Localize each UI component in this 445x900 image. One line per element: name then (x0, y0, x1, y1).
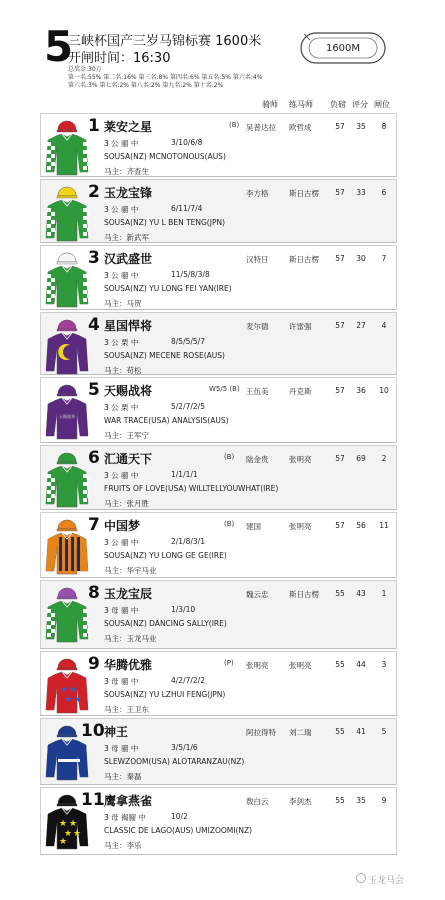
weight-value: 57 (335, 386, 345, 395)
pedigree: CLASSIC DE LAGO(AUS) UMIZOOMI(NZ) (104, 826, 253, 835)
col-jockey: 骑师 (262, 100, 278, 109)
post-time: 开闸时间：16:30 (68, 51, 171, 66)
entry-number: 9 (88, 654, 100, 674)
jockey-name: 麦尔德 (246, 322, 269, 331)
horse-info: 3 公 栗 中 (104, 403, 139, 412)
horse-name[interactable]: 玉龙宝锋 (104, 186, 153, 200)
jockey-silk-icon (44, 519, 90, 575)
weight-value: 55 (335, 796, 345, 805)
gear-note: (P) (224, 659, 234, 667)
wechat-icon (356, 873, 366, 883)
jockey-name: 阿拉得特 (246, 728, 276, 737)
gear-note: (B) (224, 453, 235, 461)
entry-card[interactable] (40, 445, 397, 510)
draw-value: 7 (381, 254, 387, 263)
svg-text:天赐战将: 天赐战将 (59, 414, 75, 419)
svg-text:★: ★ (69, 819, 78, 829)
pedigree: WAR TRACE(USA) ANALYSIS(AUS) (104, 416, 229, 425)
horse-info: 3 公 骝 中 (104, 271, 139, 280)
svg-text:★: ★ (73, 695, 82, 705)
rating-value: 43 (356, 589, 366, 598)
entry-card[interactable] (40, 718, 397, 785)
entry-number: 10 (81, 721, 105, 741)
horse-info: 3 公 栗 中 (104, 338, 139, 347)
race-title: 三峡杯国产三岁马锦标赛 1600米 (68, 34, 262, 49)
entry-number: 2 (88, 182, 100, 202)
pedigree: SOUSA(NZ) DANCING SALLY(IRE) (104, 619, 227, 628)
entry-card[interactable] (40, 113, 397, 177)
svg-text:★: ★ (64, 829, 73, 839)
jockey-silk-icon (44, 384, 90, 440)
rating-value: 44 (356, 660, 366, 669)
horse-info: 3 公 骝 中 (104, 205, 139, 214)
prize-row-1: 第一名:55% 第二名:16% 第三名:8% 第四名:6% 第五名:5% 第六名:4% (68, 74, 263, 81)
horse-info: 3 公 骝 中 (104, 538, 139, 547)
col-rating: 评分 (352, 100, 368, 109)
pedigree: SOUSA(NZ) MCNOTONOUS(AUS) (104, 152, 226, 161)
jockey-silk-icon (44, 186, 90, 242)
jockey-name: 魏云忠 (246, 590, 269, 599)
rating-value: 36 (356, 386, 366, 395)
horse-info: 3 母 骝 中 (104, 677, 139, 686)
trainer-name: 张明亮 (289, 455, 312, 464)
jockey-name: 汉特日 (246, 255, 269, 264)
jockey-name: 张明亮 (246, 661, 269, 670)
rating-value: 56 (356, 521, 366, 530)
trainer-name: 张明亮 (289, 522, 312, 531)
entry-card[interactable] (40, 651, 397, 716)
horse-name[interactable]: 华腾优雅 (104, 658, 153, 672)
jockey-silk-icon (44, 120, 90, 176)
horse-name[interactable]: 天赐战将 (104, 384, 153, 398)
entry-number: 6 (88, 448, 100, 468)
col-weight: 负磅 (330, 100, 346, 109)
entry-number: 3 (88, 248, 100, 268)
recent-form: 3/5/1/6 (171, 743, 198, 752)
horse-name[interactable]: 中国梦 (104, 519, 141, 533)
rating-value: 35 (356, 122, 366, 131)
recent-form: 3/10/6/8 (171, 138, 203, 147)
jockey-name: 吴普达拉 (246, 123, 276, 132)
draw-value: 1 (381, 589, 387, 598)
draw-value: 3 (381, 660, 387, 669)
col-draw: 闸位 (374, 100, 390, 109)
jockey-name: 陆金贵 (246, 455, 269, 464)
svg-text:★: ★ (60, 685, 69, 695)
weight-value: 57 (335, 122, 345, 131)
entry-number: 5 (88, 380, 100, 400)
entry-card[interactable] (40, 245, 397, 310)
entry-number: 7 (88, 515, 100, 535)
prize-row-2: 第六名:3% 第七名:2% 第八名:2% 第九名:2% 第十名:2% (68, 82, 224, 89)
draw-value: 10 (379, 386, 389, 395)
race-header (0, 0, 445, 120)
entry-card[interactable] (40, 512, 397, 578)
recent-form: 2/1/8/3/1 (171, 537, 205, 546)
owner-name: 马主：新武军 (104, 233, 149, 242)
entry-card[interactable] (40, 312, 397, 375)
weight-value: 55 (335, 727, 345, 736)
entry-number: 8 (88, 583, 100, 603)
recent-form: 5/2/7/2/5 (171, 402, 205, 411)
pedigree: SLEWZOOM(USA) ALOTARANZAU(NZ) (104, 757, 245, 766)
owner-name: 马主：齐查生 (104, 167, 149, 176)
race-number: 5 (44, 22, 74, 71)
draw-value: 11 (379, 521, 389, 530)
jockey-silk-icon (44, 252, 90, 308)
recent-form: 10/2 (171, 812, 188, 821)
watermark: 玉龙马会 (368, 876, 405, 886)
pedigree: SOUSA(NZ) YU LZHUI FENG(JPN) (104, 690, 226, 699)
svg-text:★: ★ (59, 837, 68, 847)
entry-card[interactable] (40, 377, 397, 443)
jockey-silk-icon (44, 452, 90, 508)
trainer-name: 刘二瑞 (289, 728, 312, 737)
rating-value: 33 (356, 188, 366, 197)
horse-name[interactable]: 鹰拿燕雀 (104, 794, 153, 808)
recent-form: 6/11/7/4 (171, 204, 203, 213)
jockey-name: 李方格 (246, 189, 269, 198)
draw-value: 2 (381, 454, 387, 463)
trainer-name: 张明亮 (289, 661, 312, 670)
weight-value: 55 (335, 589, 345, 598)
weight-value: 57 (335, 521, 345, 530)
svg-text:★: ★ (73, 829, 82, 839)
owner-name: 马主：王军宁 (104, 431, 149, 440)
gear-note: W5/5 (B) (209, 385, 240, 393)
jockey-name: 建国 (246, 522, 261, 531)
entry-number: 11 (81, 790, 105, 810)
recent-form: 11/5/8/3/8 (171, 270, 210, 279)
horse-name[interactable]: 汉武盛世 (104, 252, 153, 266)
svg-text:★: ★ (59, 819, 68, 829)
recent-form: 1/3/10 (171, 605, 196, 614)
jockey-name: 王伍美 (246, 387, 269, 396)
rating-value: 30 (356, 254, 366, 263)
weight-value: 57 (335, 321, 345, 330)
pedigree: FRUITS OF LOVE(USA) WILLTELLYOUWHAT(IRE) (104, 484, 279, 493)
weight-value: 57 (335, 254, 345, 263)
svg-text:★: ★ (69, 685, 78, 695)
prize-total: 总奖金:30万 (68, 66, 102, 73)
trainer-name: 欧哲成 (289, 123, 312, 132)
rating-value: 41 (356, 727, 366, 736)
owner-name: 马主：张月胜 (104, 499, 149, 508)
pedigree: SOUSA(NZ) YU L BEN TENG(JPN) (104, 218, 226, 227)
rating-value: 69 (356, 454, 366, 463)
recent-form: 1/1/1/1 (171, 470, 198, 479)
owner-name: 马主：王卫东 (104, 705, 149, 714)
draw-value: 5 (381, 727, 387, 736)
gear-note: (B) (224, 520, 235, 528)
jockey-silk-icon (44, 658, 90, 714)
weight-value: 55 (335, 660, 345, 669)
horse-name[interactable]: 莱安之星 (104, 120, 153, 134)
col-trainer: 练马师 (289, 100, 313, 109)
horse-name[interactable]: 汇通天下 (104, 452, 153, 466)
entry-card[interactable] (40, 787, 397, 855)
draw-value: 8 (381, 122, 387, 131)
owner-name: 马主：苟松 (104, 366, 142, 375)
weight-value: 57 (335, 188, 345, 197)
owner-name: 马主：秦磊 (104, 772, 142, 781)
trainer-name: 许雷强 (289, 322, 312, 331)
draw-value: 6 (381, 188, 387, 197)
horse-info: 3 公 骝 中 (104, 139, 139, 148)
owner-name: 马主：马贺 (104, 299, 142, 308)
svg-text:★: ★ (64, 695, 73, 705)
distance-label: 1600M (325, 43, 361, 54)
trainer-name: 斯日古楞 (289, 189, 319, 198)
draw-value: 4 (381, 321, 387, 330)
owner-name: 马主：李乐 (104, 841, 142, 850)
trainer-name: 斯日古楞 (289, 590, 319, 599)
trainer-name: 斯日古楞 (289, 255, 319, 264)
pedigree: SOUSA(NZ) YU LONG FEI YAN(IRE) (104, 284, 232, 293)
recent-form: 8/5/5/5/7 (171, 337, 205, 346)
horse-info: 3 母 骝 中 (104, 744, 139, 753)
horse-name[interactable]: 星国悍将 (104, 319, 153, 333)
owner-name: 马主：玉龙马业 (104, 634, 157, 643)
rating-value: 27 (356, 321, 366, 330)
horse-name[interactable]: 玉龙宝辰 (104, 587, 153, 601)
jockey-silk-icon (44, 587, 90, 643)
horse-name[interactable]: 神王 (104, 725, 129, 739)
horse-info: 3 公 骝 中 (104, 471, 139, 480)
jockey-name: 敖白云 (246, 797, 269, 806)
entry-number: 4 (88, 315, 100, 335)
entry-number: 1 (88, 116, 100, 136)
recent-form: 4/2/7/2/2 (171, 676, 205, 685)
horse-info: 3 母 骝 中 (104, 606, 139, 615)
draw-value: 9 (381, 796, 387, 805)
owner-name: 马主：华宇马业 (104, 566, 157, 575)
rating-value: 35 (356, 796, 366, 805)
horse-info: 3 母 褐骝 中 (104, 813, 146, 822)
trainer-name: 丹克斯 (289, 387, 312, 396)
jockey-silk-icon (44, 319, 90, 375)
entry-card[interactable] (40, 179, 397, 243)
entry-card[interactable] (40, 580, 397, 649)
gear-note: (B) (229, 121, 240, 129)
pedigree: SOUSA(NZ) MECENE ROSE(AUS) (104, 351, 225, 360)
weight-value: 57 (335, 454, 345, 463)
trainer-name: 李剑杰 (289, 797, 312, 806)
pedigree: SOUSA(NZ) YU LONG GE GE(IRE) (104, 551, 227, 560)
